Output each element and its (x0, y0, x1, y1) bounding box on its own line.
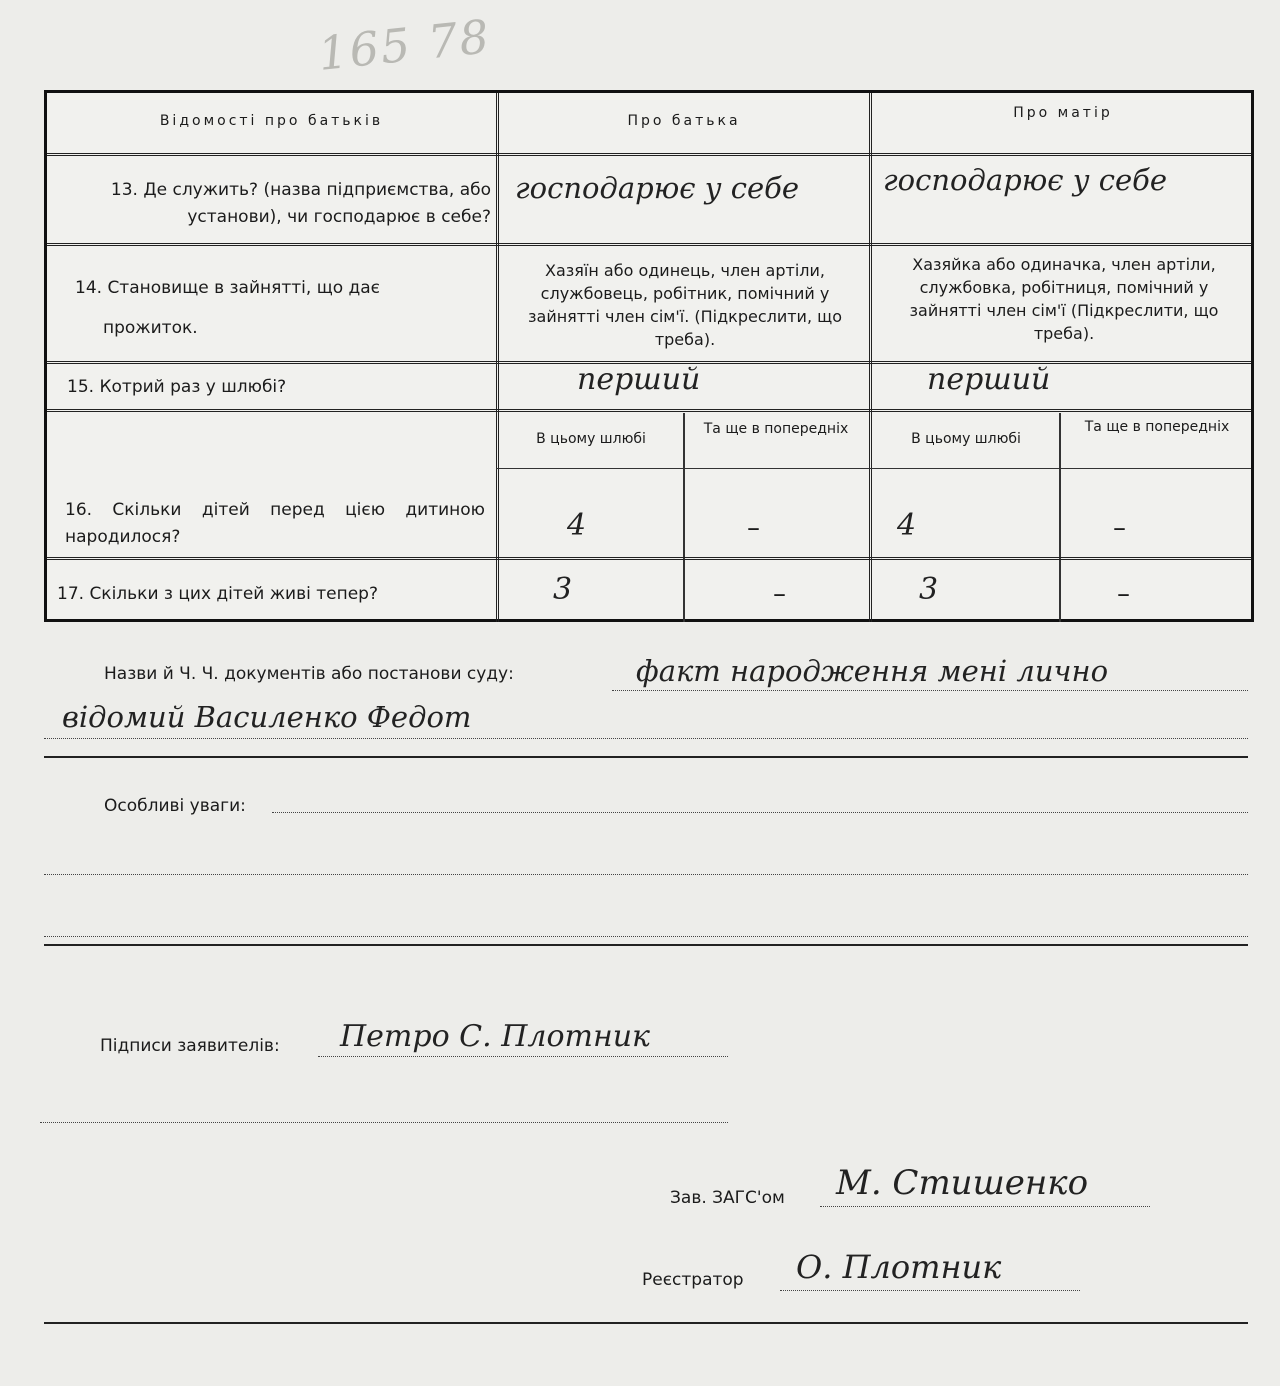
q15-mother-answer: перший (927, 362, 1051, 397)
q13-mother-answer: господарює у себе (883, 163, 1168, 197)
q16-father-prev: – (747, 513, 760, 543)
archive-number: 165 78 (315, 9, 494, 81)
header-mother: Про матір (1013, 105, 1113, 121)
q16-mother-prev: – (1113, 513, 1126, 543)
q16-mother-this: 4 (897, 508, 917, 543)
applicants-signature: Петро С. Плотник (340, 1019, 650, 1054)
subheader-mother-this-marriage: В цьому шлюбі (911, 431, 1021, 447)
q17-mother-prev: – (1117, 579, 1130, 609)
header-info: Відомості про батьків (159, 113, 384, 129)
q17-father-this: 3 (553, 572, 573, 607)
documents-value-line2: відомий Василенко Федот (62, 700, 472, 734)
subheader-father-previous: Та ще в попередніх (703, 421, 849, 437)
registrar-label: Реєстратор (642, 1270, 744, 1290)
notes-label: Особливі уваги: (104, 796, 246, 816)
q17-mother-this: 3 (919, 572, 939, 607)
documents-value-line1: факт народження мені лично (636, 654, 1109, 688)
question-14-line1: 14. Становище в зайнятті, що дає (75, 278, 381, 298)
subheader-father-this-marriage: В цьому шлюбі (536, 431, 646, 447)
parents-info-table (44, 90, 1254, 622)
q13-father-answer: господарює у себе (515, 171, 800, 205)
question-17: 17. Скільки з цих дітей живі тепер? (57, 584, 378, 604)
zags-head-signature: М. Стишенко (836, 1163, 1089, 1203)
question-14-line2: прожиток. (103, 318, 198, 338)
question-15: 15. Котрий раз у шлюбі? (67, 377, 287, 397)
q14-father-options: Хазяїн або одинець, член артіли, службовець, робітник, помічний у зайнятті член сім'ї. (Підкреслити, що треба). (528, 261, 842, 349)
q15-father-answer: перший (577, 362, 701, 397)
question-13: 13. Де служить? (назва підприємства, або установи), чи господарює в себе? (110, 180, 491, 227)
q17-father-prev: – (773, 579, 786, 609)
applicants-signature-label: Підписи заявителів: (100, 1036, 280, 1056)
documents-label: Назви й Ч. Ч. документів або постанови суду: (104, 664, 514, 684)
q16-father-this: 4 (567, 508, 587, 543)
subheader-mother-previous: Та ще в попередніх (1084, 419, 1230, 435)
zags-head-label: Зав. ЗАГС'ом (670, 1188, 785, 1208)
question-16: 16. Скільки дітей перед цією дитиною народилося? (65, 500, 485, 547)
registrar-signature: О. Плотник (796, 1248, 1002, 1286)
header-father: Про батька (627, 113, 741, 129)
q14-mother-options: Хазяйка або одиначка, член артіли, службовка, робітниця, помічний у зайнятті член сім'ї (Підкреслити, що треба). (909, 255, 1219, 343)
